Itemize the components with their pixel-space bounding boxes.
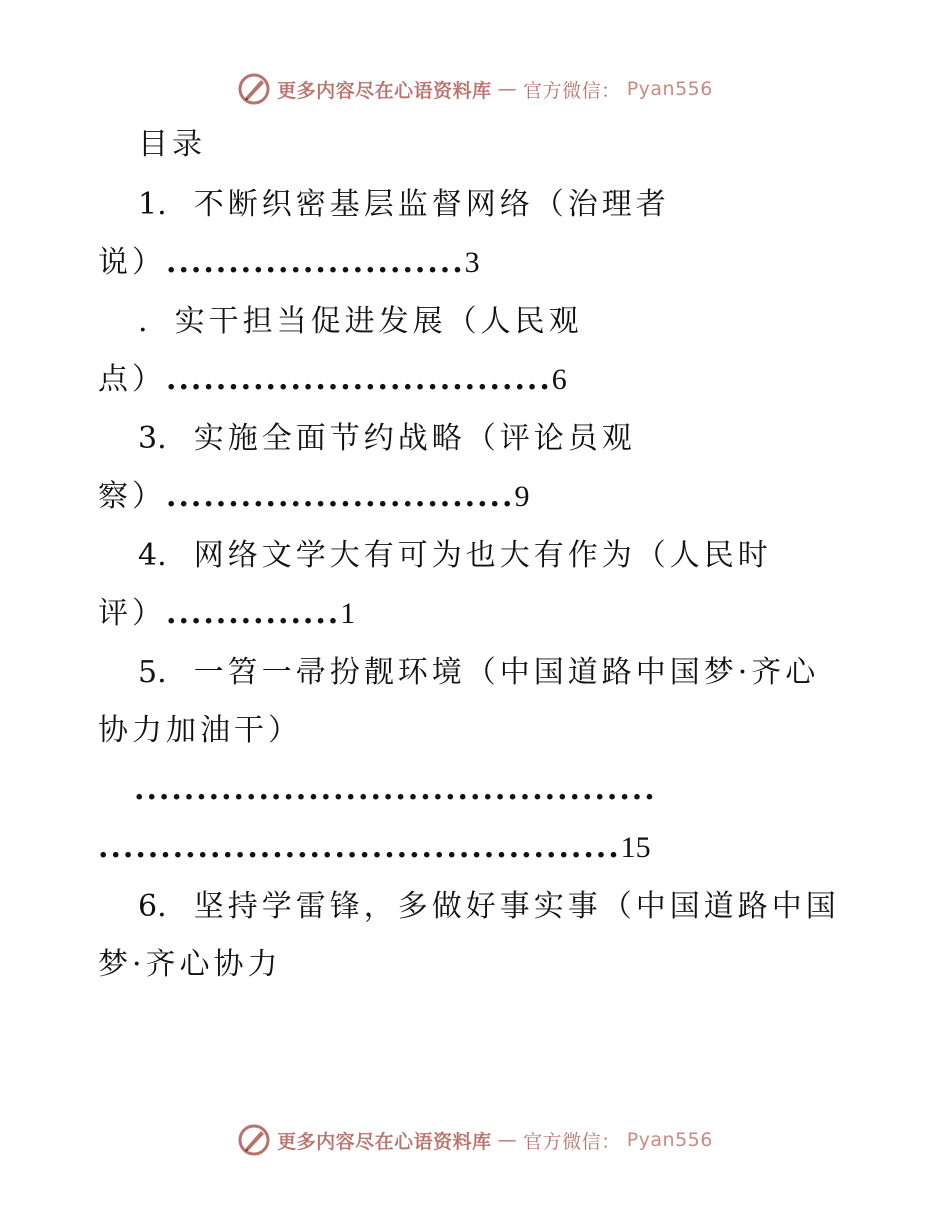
toc-item-title-cont: 协力加油干） (98, 713, 302, 748)
toc-item-2[interactable] (138, 302, 583, 342)
toc-item-4[interactable] (138, 536, 772, 576)
toc-item-title: 实干担当促进发展（人民观 (174, 304, 583, 339)
footer-watermark (0, 1123, 950, 1157)
toc-item-title-cont: 点） (98, 362, 166, 397)
toc-page-number: 6 (551, 363, 567, 396)
toc-item-title: 实施全面节约战略（评论员观 (193, 421, 636, 456)
banner-separator: — (497, 78, 518, 100)
toc-item-2-continuation[interactable] (98, 360, 567, 400)
toc-item-3[interactable] (138, 419, 636, 459)
toc-item-title-cont: 评） (98, 596, 166, 631)
toc-leader-dots: .......................................... (134, 772, 657, 807)
banner-title: 更多内容尽在心语资料库 (277, 1130, 492, 1153)
toc-item-5-continuation[interactable] (98, 711, 302, 751)
banner-wechat-id: Pyan556 (626, 78, 713, 100)
toc-leader-dots: ............................ (166, 479, 515, 514)
header-watermark (0, 72, 950, 106)
toc-item-3-continuation[interactable] (98, 477, 529, 517)
toc-item-title: 坚持学雷锋，多做好事实事（中国道路中国 (193, 889, 840, 924)
toc-leader-dots: .............. (166, 596, 341, 631)
toc-page-number: 3 (464, 246, 480, 279)
toc-page-number: 1 (340, 597, 356, 630)
pen-logo-icon (237, 1123, 271, 1157)
toc-leader-dots: ........................ (166, 245, 465, 280)
toc-item-6[interactable] (138, 887, 840, 927)
toc-page-number: 9 (514, 480, 530, 513)
toc-item-number: 3. (138, 421, 167, 456)
toc-item-number: 5. (138, 655, 167, 690)
toc-item-title-cont: 察） (98, 479, 166, 514)
banner-wechat-label: 官方微信： (523, 79, 621, 102)
toc-title: 目录 (138, 127, 206, 162)
toc-leader-dots: .......................................... (98, 830, 621, 865)
toc-item-title-cont: 说） (98, 245, 166, 280)
toc-item-1-continuation[interactable] (98, 243, 480, 283)
toc-leader-dots: ............................... (166, 362, 552, 397)
pen-logo-icon (237, 72, 271, 106)
toc-item-5-dots-line-2[interactable] (98, 828, 651, 868)
toc-item-1[interactable] (138, 185, 670, 225)
toc-item-title: 一笤一帚扮靓环境（中国道路中国梦·齐心 (193, 655, 820, 690)
toc-item-title-cont: 梦·齐心协力 (98, 947, 282, 982)
banner-wechat-id: Pyan556 (626, 1129, 713, 1151)
toc-item-title: 网络文学大有可为也大有作为（人民时 (193, 538, 772, 573)
toc-item-number: 1. (138, 187, 167, 222)
banner-separator: — (497, 1129, 518, 1151)
toc-item-5-dots-line-1 (134, 770, 657, 810)
toc-item-5[interactable] (138, 653, 819, 693)
toc-item-4-continuation[interactable] (98, 594, 355, 634)
banner-title: 更多内容尽在心语资料库 (277, 79, 492, 102)
toc-page-number: 15 (620, 831, 651, 864)
toc-item-number: 6. (138, 889, 167, 924)
toc-item-title: 不断织密基层监督网络（治理者 (193, 187, 670, 222)
toc-item-6-continuation[interactable] (98, 945, 282, 985)
toc-item-number: 4. (138, 538, 167, 573)
banner-wechat-label: 官方微信： (523, 1130, 621, 1153)
toc-item-number: . (138, 304, 148, 339)
